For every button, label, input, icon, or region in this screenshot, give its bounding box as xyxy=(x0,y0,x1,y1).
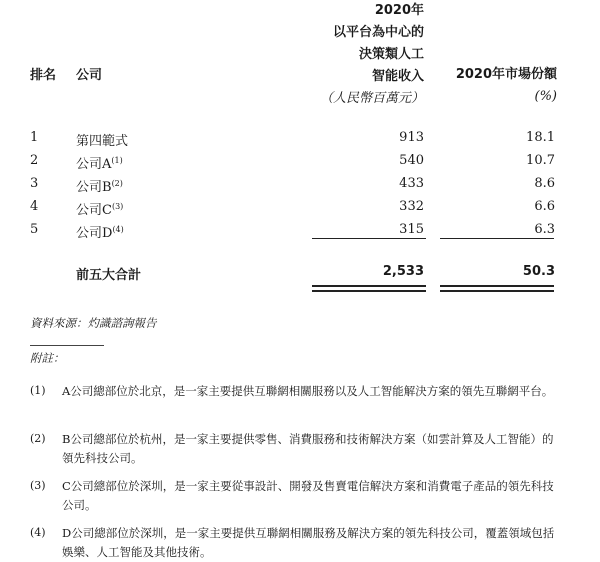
header-share-line1: 2020年市場份額 xyxy=(455,67,557,82)
table-row xyxy=(0,128,600,148)
header-revenue-line2: 以平台為中心的 xyxy=(332,25,424,40)
total-revenue: 2,533 xyxy=(382,264,424,279)
header-share-unit: (%) xyxy=(534,89,557,104)
header-share xyxy=(417,66,557,105)
row-rank: 2 xyxy=(30,153,39,168)
row-company-name: 第四範式 xyxy=(76,134,129,149)
row-rank: 3 xyxy=(30,176,39,191)
table-row xyxy=(0,220,600,240)
row-company-name: 公司A xyxy=(76,157,112,172)
subtotal-rule-revenue xyxy=(312,238,426,239)
note-label: (2) xyxy=(30,432,46,445)
row-company xyxy=(76,153,123,172)
row-revenue: 540 xyxy=(399,153,424,168)
row-footnote-ref: (3) xyxy=(111,202,124,211)
total-row xyxy=(0,262,600,282)
row-share: 18.1 xyxy=(526,130,555,145)
row-revenue: 315 xyxy=(399,222,424,237)
note-text: B公司總部位於杭州，是一家主要提供零售、消費服務和技術解決方案（如雲計算及人工智能）的領先科技公司。 xyxy=(62,432,554,465)
table-row xyxy=(0,174,600,194)
note-text: A公司總部位於北京，是一家主要提供互聯網相關服務以及人工智能解決方案的領先互聯網平台。 xyxy=(62,384,554,398)
total-label: 前五大合計 xyxy=(76,268,142,283)
row-rank: 5 xyxy=(30,222,39,237)
row-company-name: 公司C xyxy=(76,203,112,218)
note-text: D公司總部位於深圳，是一家主要提供互聯網相關服務及解決方案的領先科技公司，覆蓋領域包括娛樂、人工智能及其他技術。 xyxy=(62,526,555,559)
row-footnote-ref: (4) xyxy=(112,225,124,234)
header-revenue-line1: 2020年 xyxy=(374,3,424,18)
row-company xyxy=(76,176,123,195)
header-revenue xyxy=(264,2,424,107)
total-double-rule-revenue-top xyxy=(312,285,426,287)
table-row xyxy=(0,197,600,217)
row-company xyxy=(76,130,128,149)
row-revenue: 433 xyxy=(399,176,424,191)
row-share: 10.7 xyxy=(526,153,555,168)
total-double-rule-share-top xyxy=(440,285,554,287)
row-revenue: 332 xyxy=(399,199,424,214)
row-share: 8.6 xyxy=(534,176,555,191)
total-double-rule-share-bottom xyxy=(440,290,554,292)
total-share: 50.3 xyxy=(522,264,555,279)
row-company-name: 公司D xyxy=(76,226,113,241)
header-rank: 排名 xyxy=(30,68,57,83)
note-label: (4) xyxy=(30,526,46,539)
row-rank: 1 xyxy=(30,130,39,145)
row-footnote-ref: (1) xyxy=(111,156,123,165)
notes-title: 附註： xyxy=(30,351,65,365)
header-revenue-line3: 決策類人工 xyxy=(358,47,424,62)
header-revenue-line4: 智能收入 xyxy=(371,69,424,84)
source-divider xyxy=(30,345,104,346)
row-share: 6.3 xyxy=(534,222,555,237)
note-label: (3) xyxy=(30,479,46,492)
total-double-rule-revenue-bottom xyxy=(312,290,426,292)
row-share: 6.6 xyxy=(534,199,555,214)
row-company xyxy=(76,199,123,218)
note-label: (1) xyxy=(30,384,46,397)
header-revenue-unit: （人民幣百萬元） xyxy=(319,91,424,106)
subtotal-rule-share xyxy=(440,238,554,239)
row-footnote-ref: (2) xyxy=(111,179,123,188)
header-company: 公司 xyxy=(76,68,103,83)
row-rank: 4 xyxy=(30,199,39,214)
row-revenue: 913 xyxy=(399,130,424,145)
note-text: C公司總部位於深圳，是一家主要從事設計、開發及售賣電信解決方案和消費電子產品的領先科技公司。 xyxy=(62,479,554,512)
table-row xyxy=(0,151,600,171)
row-company-name: 公司B xyxy=(76,180,112,195)
row-company xyxy=(76,222,124,241)
source-text: 資料來源：灼識諮詢報告 xyxy=(30,316,157,330)
